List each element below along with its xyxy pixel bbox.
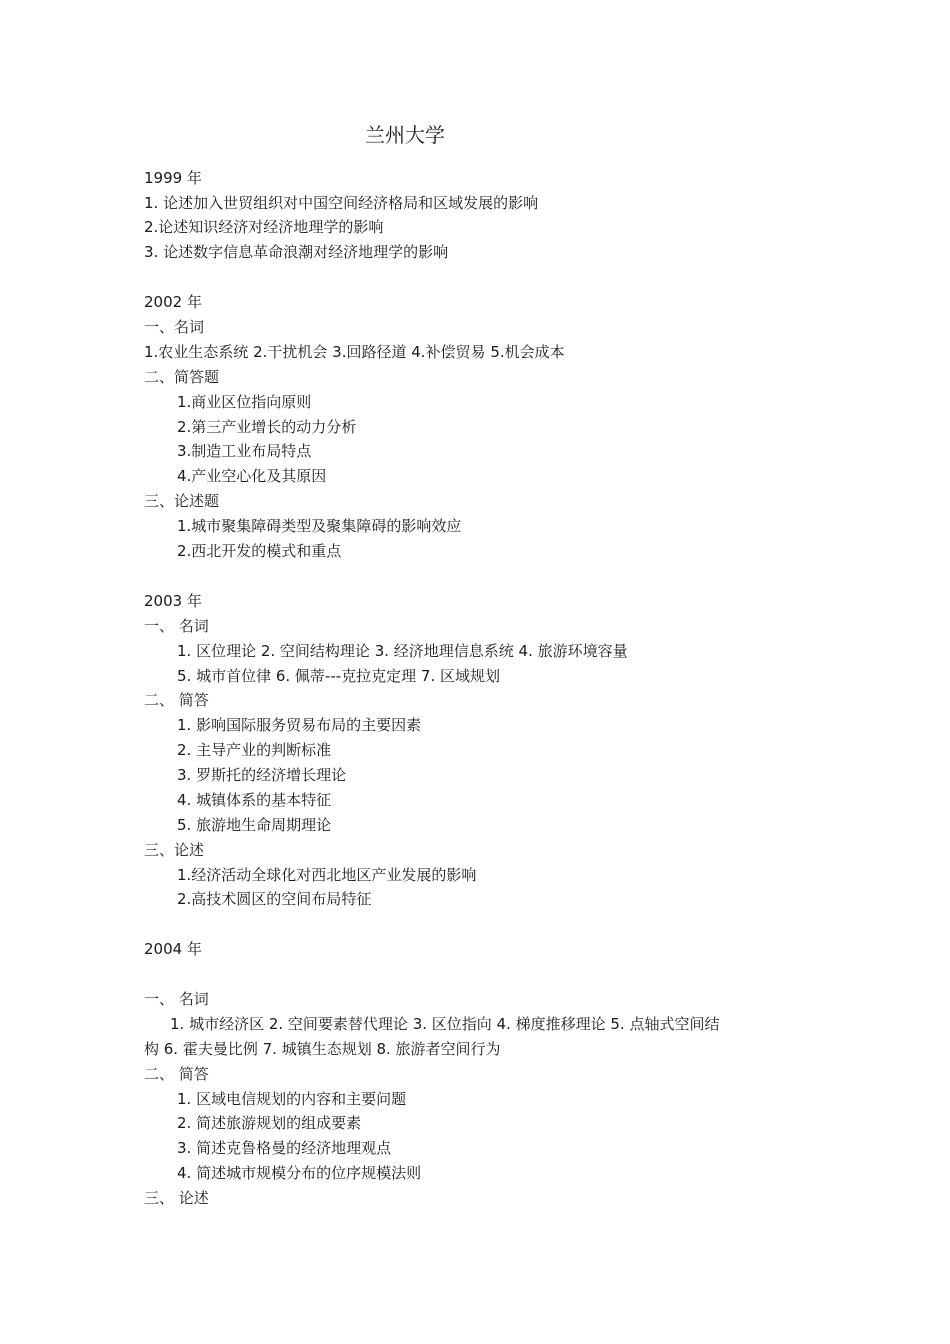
question-item: 1.城市聚集障碍类型及聚集障碍的影响效应 bbox=[177, 517, 462, 535]
question-item: 4.产业空心化及其原因 bbox=[177, 467, 327, 485]
terms-list: 构 6. 霍夫曼比例 7. 城镇生态规划 8. 旅游者空间行为 bbox=[144, 1040, 501, 1058]
question-item: 4. 简述城市规模分布的位序规模法则 bbox=[177, 1164, 422, 1182]
terms-list: 1. 区位理论 2. 空间结构理论 3. 经济地理信息系统 4. 旅游环境容量 bbox=[177, 642, 628, 660]
section-heading: 二、简答题 bbox=[144, 368, 220, 386]
question-item: 1. 区域电信规划的内容和主要问题 bbox=[177, 1090, 407, 1108]
page-title: 兰州大学 bbox=[365, 123, 445, 147]
section-heading: 一、 名词 bbox=[144, 617, 209, 635]
section-heading: 二、 简答 bbox=[144, 691, 209, 709]
question-item: 2. 主导产业的判断标准 bbox=[177, 741, 332, 759]
question-item: 3. 论述数字信息革命浪潮对经济地理学的影响 bbox=[144, 243, 449, 261]
year-heading-2004: 2004 年 bbox=[144, 940, 202, 958]
terms-list: 1. 城市经济区 2. 空间要素替代理论 3. 区位指向 4. 梯度推移理论 5. 点轴式空间结 bbox=[170, 1015, 720, 1033]
question-item: 1. 论述加入世贸组织对中国空间经济格局和区域发展的影响 bbox=[144, 194, 539, 212]
question-item: 5. 旅游地生命周期理论 bbox=[177, 816, 332, 834]
question-item: 1.经济活动全球化对西北地区产业发展的影响 bbox=[177, 866, 477, 884]
question-item: 3. 简述克鲁格曼的经济地理观点 bbox=[177, 1139, 392, 1157]
terms-list: 5. 城市首位律 6. 佩蒂---克拉克定理 7. 区域规划 bbox=[177, 667, 501, 685]
section-heading: 一、名词 bbox=[144, 318, 205, 336]
section-heading: 一、 名词 bbox=[144, 990, 209, 1008]
year-heading-2003: 2003 年 bbox=[144, 592, 202, 610]
question-item: 3.制造工业布局特点 bbox=[177, 442, 312, 460]
question-item: 1. 影响国际服务贸易布局的主要因素 bbox=[177, 716, 422, 734]
question-item: 2.论述知识经济对经济地理学的影响 bbox=[144, 218, 384, 236]
section-heading: 三、论述题 bbox=[144, 492, 220, 510]
question-item: 2.第三产业增长的动力分析 bbox=[177, 418, 357, 436]
section-heading: 三、 论述 bbox=[144, 1189, 209, 1207]
year-heading-2002: 2002 年 bbox=[144, 293, 202, 311]
terms-list: 1.农业生态系统 2.干扰机会 3.回路径道 4.补偿贸易 5.机会成本 bbox=[144, 343, 565, 361]
question-item: 3. 罗斯托的经济增长理论 bbox=[177, 766, 347, 784]
year-heading-1999: 1999 年 bbox=[144, 169, 202, 187]
question-item: 2.高技术圆区的空间布局特征 bbox=[177, 890, 372, 908]
section-heading: 二、 简答 bbox=[144, 1065, 209, 1083]
question-item: 1.商业区位指向原则 bbox=[177, 393, 312, 411]
section-heading: 三、论述 bbox=[144, 841, 205, 859]
question-item: 2. 简述旅游规划的组成要素 bbox=[177, 1114, 362, 1132]
question-item: 2.西北开发的模式和重点 bbox=[177, 542, 342, 560]
question-item: 4. 城镇体系的基本特征 bbox=[177, 791, 332, 809]
